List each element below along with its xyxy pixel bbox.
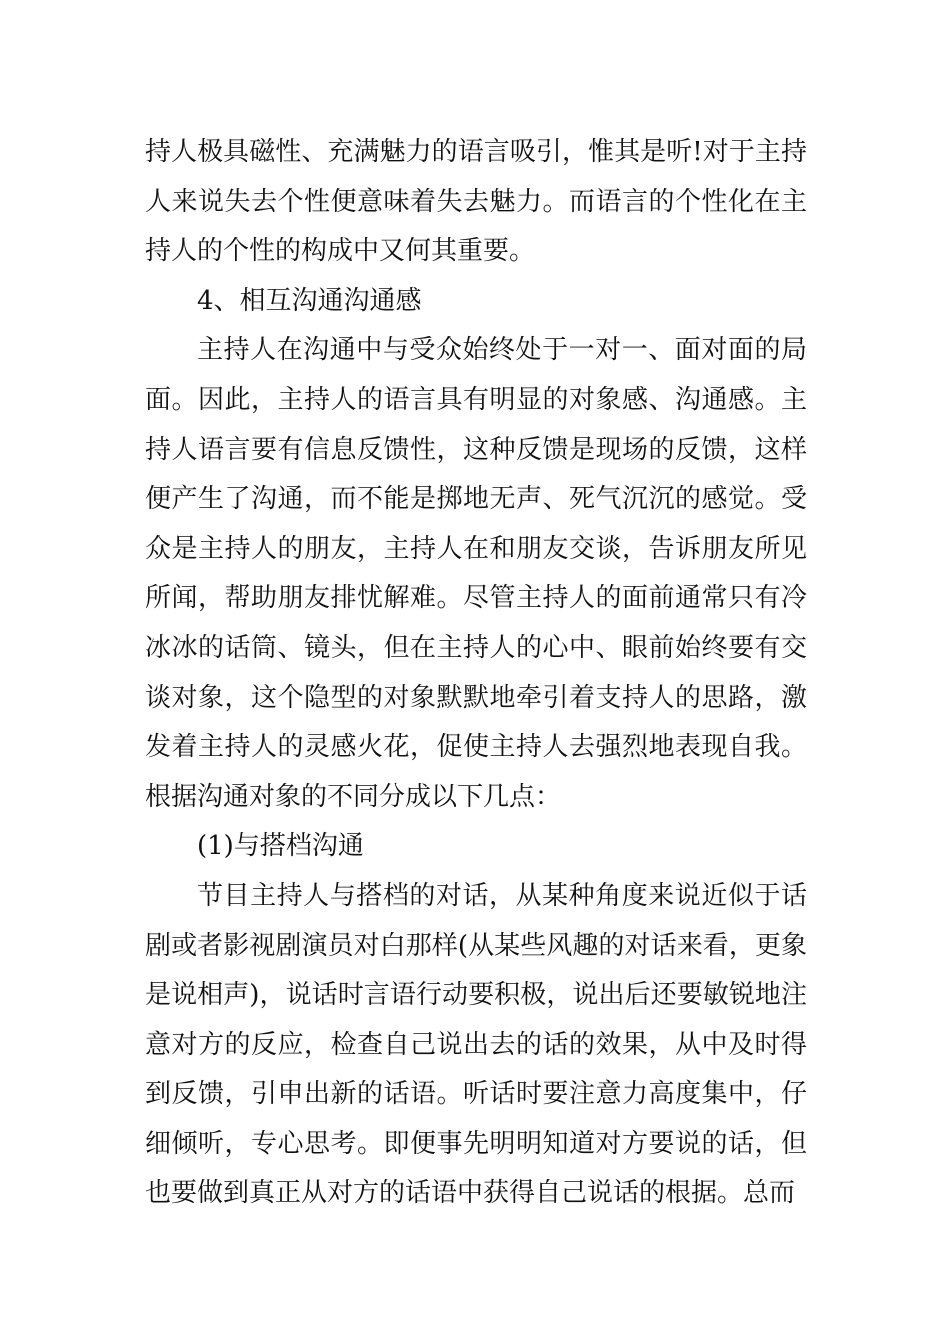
subsection-heading-partner: (1)与搭档沟通 [197, 831, 364, 862]
section-heading-mutual-communication: 4、相互沟通沟通感 [197, 285, 422, 316]
paragraph-partner-dialogue: 节目主持人与搭档的对话，从某种角度来说近似于话剧或者影视剧演员对白那样(从某些风趣的对话来看，更象是说相声)，说话时言语行动要积极，说出后还要敏锐地注意对方的反应，检查自己说出去的话的效果，从中及时得到反馈，引申出新的话语。听话时要注意力高度集中，仔细倾听，专心思考。即便事先明明知道对方要说的话，但也要做到真正从对方的话语中获得自己说话的根据。总而 [145, 880, 807, 1209]
document-page [145, 128, 807, 1219]
paragraph-communication: 主持人在沟通中与受众始终处于一对一、面对面的局面。因此，主持人的语言具有明显的对象感、沟通感。主持人语言要有信息反馈性，这种反馈是现场的反馈，这样便产生了沟通，而不能是掷地无声、死气沉沉的感觉。受众是主持人的朋友，主持人在和朋友交谈，告诉朋友所见所闻，帮助朋友排忧解难。尽管主持人的面前通常只有冷冰冰的话筒、镜头，但在主持人的心中、眼前始终要有交谈对象，这个隐型的对象默默地牵引着支持人的思路，激发着主持人的灵感火花，促使主持人去强烈地表现自我。根据沟通对象的不同分成以下几点： [145, 335, 807, 812]
paragraph-continuation: 持人极具磁性、充满魅力的语言吸引，惟其是听!对于主持人来说失去个性便意味着失去魅力。而语言的个性化在主持人的个性的构成中又何其重要。 [145, 137, 807, 267]
